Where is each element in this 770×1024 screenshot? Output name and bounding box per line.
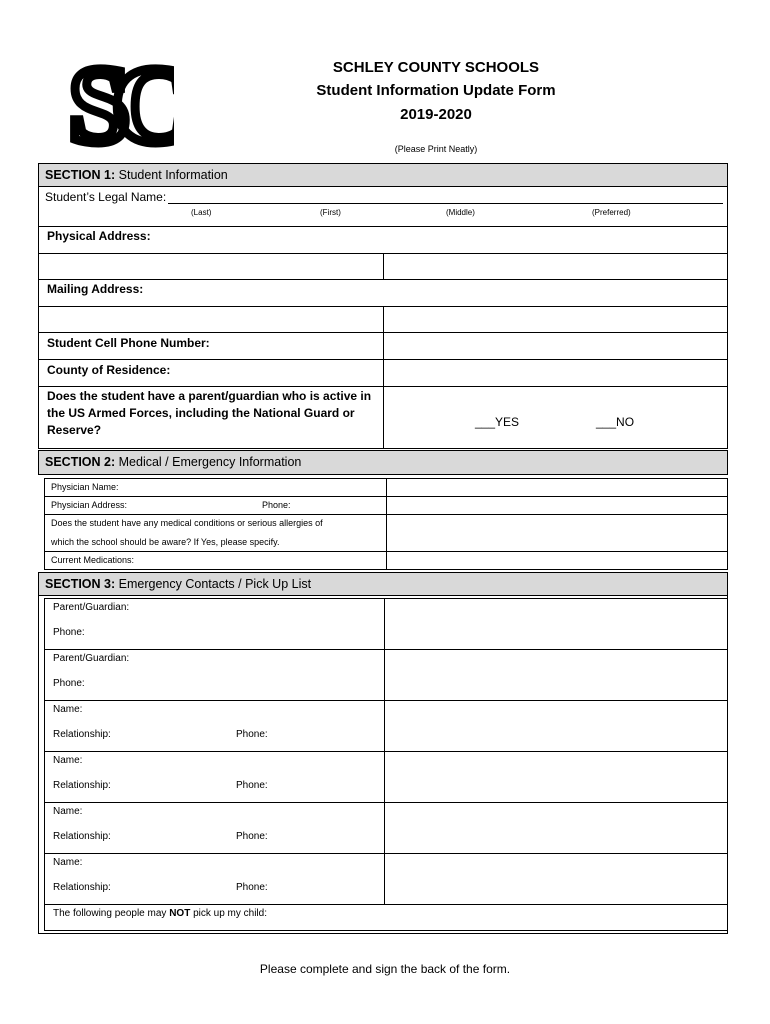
legal-name-line[interactable] <box>168 203 723 204</box>
not-pickup-suffix: pick up my child: <box>190 908 267 919</box>
contact-3-relationship-label: Relationship: <box>53 831 111 842</box>
section-1-header <box>38 163 728 187</box>
name-part-preferred: (Preferred) <box>592 208 631 217</box>
row-divider <box>38 359 728 360</box>
section-1-title: Student Information <box>118 168 228 182</box>
row-divider <box>44 551 728 552</box>
school-year: 2019-2020 <box>400 106 472 123</box>
row-divider <box>38 386 728 387</box>
physician-name-label: Physician Name: <box>51 482 119 492</box>
row-divider <box>44 802 728 803</box>
contact-1-name-label: Name: <box>53 704 83 715</box>
section-3-header <box>38 572 728 596</box>
medications-label: Current Medications: <box>51 555 135 565</box>
logo-letters: SC <box>68 62 174 150</box>
contact-1-relationship-label: Relationship: <box>53 729 111 740</box>
row-divider <box>44 853 728 854</box>
section-1-number: SECTION 1: <box>45 168 116 182</box>
print-note: (Please Print Neatly) <box>394 144 478 154</box>
section-2-number: SECTION 2: <box>45 455 116 469</box>
section-2-title: Medical / Emergency Information <box>118 455 302 469</box>
contact-4-relationship-label: Relationship: <box>53 882 111 893</box>
contact-4-name-label: Name: <box>53 857 83 868</box>
school-logo <box>68 62 174 150</box>
parent-1-phone-label: Phone: <box>53 627 85 638</box>
name-part-first: (First) <box>320 208 341 217</box>
row-divider <box>38 279 728 280</box>
school-name: SCHLEY COUNTY SCHOOLS <box>332 59 540 76</box>
row-divider <box>44 514 728 515</box>
contact-3-phone-label: Phone: <box>236 831 268 842</box>
contact-2-relationship-label: Relationship: <box>53 780 111 791</box>
conditions-question-line1: Does the student have any medical conditions or serious allergies of <box>51 518 323 528</box>
physician-address-label: Physician Address: <box>51 500 128 510</box>
section-3-body <box>44 598 728 931</box>
form-title: Student Information Update Form <box>316 82 556 99</box>
section-3-title: Emergency Contacts / Pick Up List <box>118 577 312 591</box>
not-pickup-prefix: The following people may <box>53 908 170 919</box>
cell-phone-label: Student Cell Phone Number: <box>47 336 210 350</box>
parent-2-label: Parent/Guardian: <box>53 653 130 664</box>
legal-name-label: Student’s Legal Name: <box>45 190 167 204</box>
conditions-question-line2: which the school should be aware? If Yes, please specify. <box>51 537 280 547</box>
row-divider <box>44 904 728 905</box>
row-divider <box>44 496 728 497</box>
contact-2-name-label: Name: <box>53 755 83 766</box>
col-divider <box>386 478 387 570</box>
row-divider <box>38 226 728 227</box>
col-divider <box>383 253 384 279</box>
col-divider <box>383 306 384 449</box>
row-divider <box>44 649 728 650</box>
military-yes-option[interactable]: ___YES <box>475 415 520 429</box>
county-label: County of Residence: <box>47 363 171 377</box>
military-question: Does the student have a parent/guardian who is active in the US Armed Forces, including the National Guard or Reserve? <box>47 389 372 437</box>
name-part-last: (Last) <box>191 208 212 217</box>
not-pickup-bold: NOT <box>169 908 191 919</box>
section-3-number: SECTION 3: <box>45 577 116 591</box>
not-pickup-label <box>53 908 267 919</box>
parent-2-phone-label: Phone: <box>53 678 85 689</box>
physician-phone-label: Phone: <box>262 500 291 510</box>
physical-address-label: Physical Address: <box>47 229 151 243</box>
section-2-header <box>38 450 728 475</box>
row-divider <box>44 751 728 752</box>
contact-3-name-label: Name: <box>53 806 83 817</box>
military-no-option[interactable]: ___NO <box>596 415 635 429</box>
row-divider <box>44 700 728 701</box>
parent-1-label: Parent/Guardian: <box>53 602 130 613</box>
name-part-middle: (Middle) <box>446 208 475 217</box>
contact-2-phone-label: Phone: <box>236 780 268 791</box>
contact-4-phone-label: Phone: <box>236 882 268 893</box>
row-divider <box>38 332 728 333</box>
mailing-address-label: Mailing Address: <box>47 282 144 296</box>
footer-note: Please complete and sign the back of the form. <box>259 962 511 976</box>
contact-1-phone-label: Phone: <box>236 729 268 740</box>
